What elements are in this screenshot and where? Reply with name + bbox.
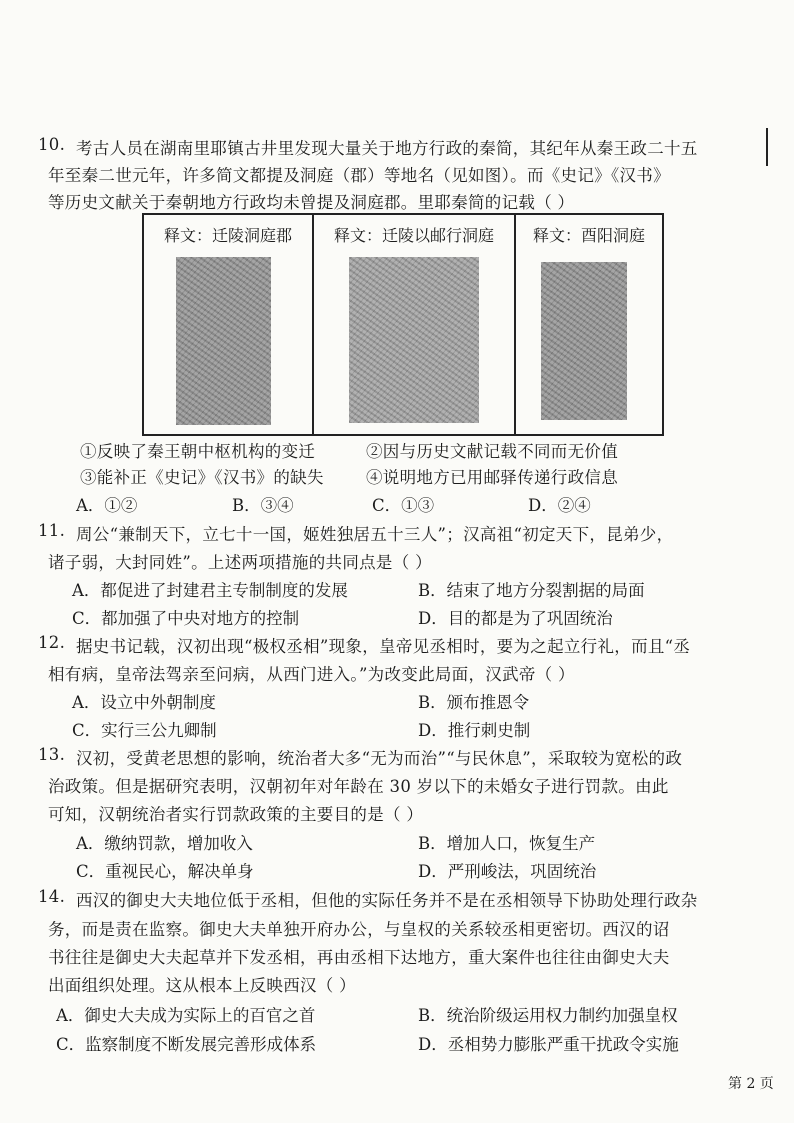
question-number: 14. [38,887,66,906]
page-number: 第 2 页 [728,1076,774,1092]
question-text-line: 出面组织处理。这从根本上反映西汉（ ） [48,976,356,995]
figure-caption: 释文：迁陵洞庭郡 [163,226,292,245]
option-b[interactable]: B．增加人口，恢复生产 [418,834,596,853]
bamboo-slip-figure [142,213,664,436]
question-text-line: 年至秦二世元年，许多简文都提及洞庭（郡）等地名（见如图）。而《史记》《汉书》 [48,166,670,185]
option-b[interactable]: B．统治阶级运用权力制约加强皇权 [418,1006,678,1025]
option-d[interactable]: D．目的都是为了巩固统治 [418,609,613,628]
option-d[interactable]: D．丞相势力膨胀严重干扰政令实施 [418,1035,679,1054]
question-text-line: 周公“兼制天下，立七十一国，姬姓独居五十三人”；汉高祖“初定天下，昆弟少， [76,525,674,544]
statement: ②因与历史文献记载不同而无价值 [366,442,618,461]
question-text-line: 书往往是御史大夫起草并下发丞相，再由丞相下达地方，重大案件也往往由御史大夫 [48,948,670,967]
margin-mark [766,128,768,166]
option-a[interactable]: A．御史大夫成为实际上的百官之首 [56,1006,316,1025]
option-c[interactable]: C．都加强了中央对地方的控制 [72,609,300,628]
option-d[interactable]: D．②④ [528,496,591,515]
figure-caption: 释文：迁陵以邮行洞庭 [333,226,494,245]
option-b[interactable]: B．结束了地方分裂割据的局面 [418,581,645,600]
option-c[interactable]: C．实行三公九卿制 [72,721,217,740]
option-c[interactable]: C．监察制度不断发展完善形成体系 [56,1035,317,1054]
option-b[interactable]: B．③④ [232,496,294,515]
option-a[interactable]: A．设立中外朝制度 [72,693,216,712]
question-text-line: 可知，汉朝统治者实行罚款政策的主要目的是（ ） [48,805,424,824]
bamboo-slip-image [541,262,627,420]
question-text-line: 等历史文献关于秦朝地方行政均未曾提及洞庭郡。里耶秦简的记载（ ） [48,193,575,212]
option-c[interactable]: C．重视民心，解决单身 [76,862,254,881]
option-d[interactable]: D．推行刺史制 [418,721,531,740]
option-a[interactable]: A．缴纳罚款，增加收入 [76,834,253,853]
question-text-line: 务，而是责在监察。御史大夫单独开府办公，与皇权的关系较丞相更密切。西汉的诏 [48,920,670,939]
option-c[interactable]: C．①③ [372,496,435,515]
option-d[interactable]: D．严刑峻法，巩固统治 [418,862,597,881]
statement: ①反映了秦王朝中枢机构的变迁 [80,442,316,461]
question-number: 11. [38,521,66,540]
bamboo-slip-image [176,257,271,425]
question-number: 10. [38,135,66,154]
statement: ③能补正《史记》《汉书》的缺失 [80,468,324,487]
option-b[interactable]: B．颁布推恩令 [418,693,530,712]
figure-cell [144,215,314,434]
question-text-line: 据史书记载，汉初出现“极权丞相”现象，皇帝见丞相时，要为之起立行礼，而且“丞 [76,637,691,656]
question-number: 12. [38,633,66,652]
question-text-line: 汉初，受黄老思想的影响，统治者大多“无为而治”“与民休息”，采取较为宽松的政 [76,749,683,768]
option-a[interactable]: A．都促进了封建君主专制制度的发展 [72,581,348,600]
option-a[interactable]: A．①② [76,496,138,515]
figure-cell [314,215,516,434]
question-text-line: 相有病，皇帝法驾亲至问病，从西门进入。”为改变此局面，汉武帝（ ） [48,665,575,684]
question-text-line: 考古人员在湖南里耶镇古井里发现大量关于地方行政的秦简，其纪年从秦王政二十五 [76,139,698,158]
question-text-line: 西汉的御史大夫地位低于丞相，但他的实际任务并不是在丞相领导下协助处理行政杂 [76,891,698,910]
figure-cell [516,215,662,434]
statement: ④说明地方已用邮驿传递行政信息 [366,468,618,487]
question-text-line: 诸子弱，大封同姓”。上述两项措施的共同点是（ ） [48,553,432,572]
question-number: 13. [38,745,66,764]
question-text-line: 治政策。但是据研究表明，汉朝初年对年龄在 30 岁以下的未婚女子进行罚款。由此 [48,777,669,796]
figure-caption: 释文：酉阳洞庭 [532,226,645,245]
bamboo-slip-image [349,257,479,423]
